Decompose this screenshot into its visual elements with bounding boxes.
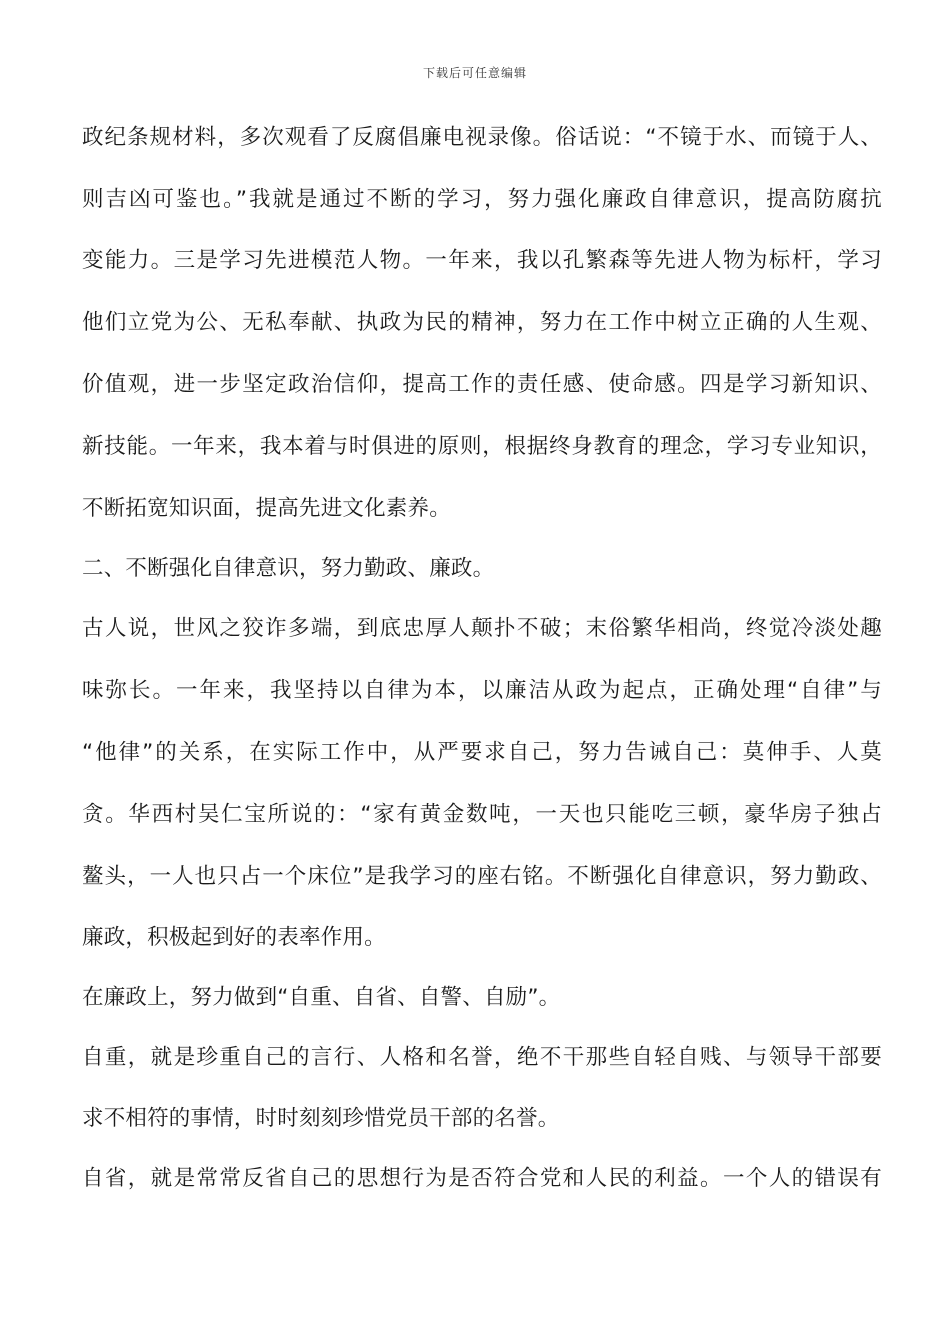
section-heading: 二、不断强化自律意识，努力勤政、廉政。 <box>82 556 495 581</box>
body-line: 变能力。三是学习先进模范人物。一年来，我以孔繁森等先进人物为标杆，学习 <box>82 248 882 273</box>
body-line: 他们立党为公、无私奉献、执政为民的精神，努力在工作中树立正确的人生观、 <box>82 310 882 335</box>
body-line: 政纪条规材料，多次观看了反腐倡廉电视录像。俗话说：“不镜于水、而镜于人、 <box>82 125 882 150</box>
body-line: 古人说，世风之狡诈多端，到底忠厚人颠扑不破；末俗繁华相尚，终觉冷淡处趣 <box>82 616 882 641</box>
body-line: 自省，就是常常反省自己的思想行为是否符合党和人民的利益。一个人的错误有 <box>82 1166 882 1191</box>
body-line: 在廉政上，努力做到“自重、自省、自警、自励”。 <box>82 985 561 1010</box>
body-line: 廉政，积极起到好的表率作用。 <box>82 925 386 950</box>
body-line: 味弥长。一年来，我坚持以自律为本，以廉洁从政为起点，正确处理“自律”与 <box>82 678 882 703</box>
body-line: “他律”的关系，在实际工作中，从严要求自己，努力告诫自己：莫伸手、人莫 <box>82 740 882 765</box>
body-line: 不断拓宽知识面，提高先进文化素养。 <box>82 496 451 521</box>
body-line: 贪。华西村吴仁宝所说的：“家有黄金数吨，一天也只能吃三顿，豪华房子独占 <box>82 802 882 827</box>
body-line: 新技能。一年来，我本着与时俱进的原则，根据终身教育的理念，学习专业知识， <box>82 434 882 459</box>
page-header: 下载后可任意编辑 <box>422 66 527 80</box>
body-line: 则吉凶可鉴也。”我就是通过不断的学习，努力强化廉政自律意识，提高防腐抗 <box>82 187 882 212</box>
body-line: 求不相符的事情，时时刻刻珍惜党员干部的名誉。 <box>82 1106 560 1131</box>
body-line: 鳌头，一人也只占一个床位”是我学习的座右铭。不断强化自律意识，努力勤政、 <box>82 864 882 889</box>
body-line: 自重，就是珍重自己的言行、人格和名誉，绝不干那些自轻自贱、与领导干部要 <box>82 1045 882 1070</box>
body-line: 价值观，进一步坚定政治信仰，提高工作的责任感、使命感。四是学习新知识、 <box>82 372 882 397</box>
